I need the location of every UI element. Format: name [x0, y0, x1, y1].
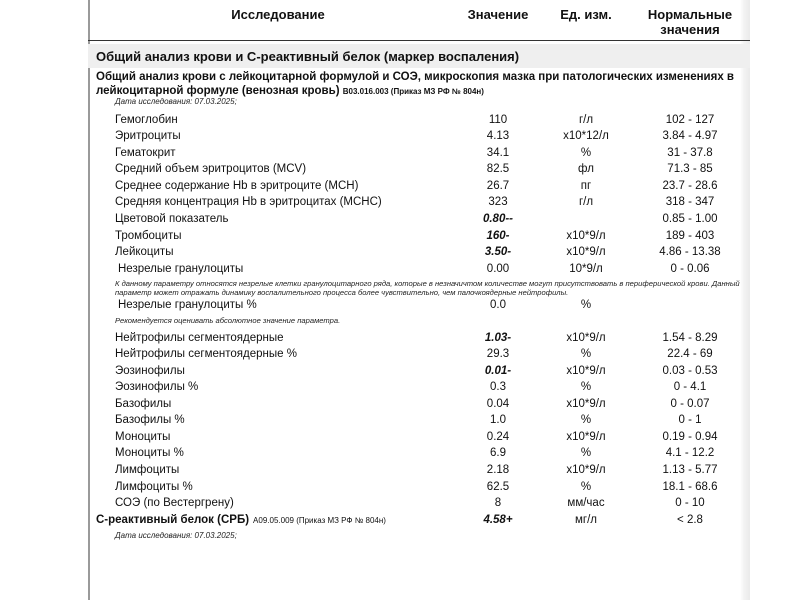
row-unit: х10*9/л	[566, 332, 606, 344]
section-band	[88, 44, 750, 68]
table-row	[88, 430, 750, 446]
table-row	[88, 347, 750, 363]
table-row	[88, 463, 750, 479]
row-range: 1.13 - 5.77	[662, 464, 718, 476]
row-range: 0 - 1	[678, 414, 702, 426]
table-row	[88, 364, 750, 380]
header-divider	[88, 40, 750, 41]
row-value: 0.0	[490, 299, 506, 311]
row-unit: %	[580, 147, 592, 159]
row-unit: %	[580, 348, 592, 360]
table-row	[88, 480, 750, 496]
row-unit: х10*9/л	[566, 365, 606, 377]
row-value: 62.5	[486, 481, 510, 493]
table-row	[88, 179, 750, 195]
crb-study-date: Дата исследования: 07.03.2025;	[115, 531, 237, 540]
row-range: 0 - 0.06	[670, 263, 710, 275]
row-value: 29.3	[486, 348, 510, 360]
row-unit: %	[580, 447, 592, 459]
table-row	[88, 195, 750, 211]
row-range: 3.84 - 4.97	[662, 130, 718, 142]
row-range: 0 - 0.07	[670, 398, 710, 410]
row-unit: г/л	[578, 196, 594, 208]
row-name: Средний объем эритроцитов (MCV)	[115, 163, 307, 175]
row-range: 31 - 37.8	[667, 147, 713, 159]
table-row	[88, 380, 750, 396]
row-value: 0.3	[490, 381, 506, 393]
table-row	[88, 496, 750, 512]
row-range: 102 - 127	[665, 114, 715, 126]
row-value: 160-	[486, 230, 510, 242]
row-unit: 10*9/л	[569, 263, 603, 275]
row-unit: %	[580, 299, 592, 311]
row-name: Цветовой показатель	[115, 213, 229, 225]
table-row	[88, 331, 750, 347]
table-header	[88, 0, 750, 40]
row-range: 71.3 - 85	[667, 163, 713, 175]
header-value: Значение	[467, 7, 529, 22]
row-name: Незрелые гранулоциты %	[118, 299, 257, 311]
row-name: Лейкоциты	[115, 246, 174, 258]
row-range: 4.1 - 12.2	[665, 447, 715, 459]
row-name: Эозинофилы %	[115, 381, 199, 393]
row-range: 22.4 - 69	[667, 348, 713, 360]
row-value: 26.7	[486, 180, 510, 192]
row-unit: х10*9/л	[566, 398, 606, 410]
row-range: 189 - 403	[665, 230, 715, 242]
row-range: 0 - 4.1	[673, 381, 707, 393]
crb-name: С-реактивный белок (СРБ)	[96, 514, 250, 526]
row-unit: г/л	[578, 114, 594, 126]
table-row	[88, 162, 750, 178]
row-range: 0.85 - 1.00	[662, 213, 718, 225]
row-name: Базофилы %	[115, 414, 185, 426]
row-value: 82.5	[486, 163, 510, 175]
row-unit: х10*9/л	[566, 246, 606, 258]
row-range: 0.19 - 0.94	[662, 431, 718, 443]
row-value: 4.13	[486, 130, 510, 142]
row-range: 0.03 - 0.53	[662, 365, 718, 377]
test-group-name: Общий анализ крови с лейкоцитарной формулой и СОЭ, микроскопия мазка при патологических изменениях в лейкоцитарной формуле (венозная кровь)	[96, 71, 734, 97]
row-unit: пг	[580, 180, 592, 192]
note-percent: Рекомендуется оценивать абсолютное значение параметра.	[115, 316, 341, 325]
row-name: Базофилы	[115, 398, 172, 410]
row-value: 0.00	[486, 263, 510, 275]
row-range: 18.1 - 68.6	[662, 481, 718, 493]
row-name: Средняя концентрация Hb в эритроцитах (MCHC)	[115, 196, 382, 208]
row-value: 2.18	[486, 464, 510, 476]
row-range: 23.7 - 28.6	[662, 180, 718, 192]
header-test: Исследование	[231, 7, 325, 22]
row-unit: х10*9/л	[566, 431, 606, 443]
row-value: 8	[494, 497, 502, 509]
row-range: 1.54 - 8.29	[662, 332, 718, 344]
test-group-code: B03.016.003 (Приказ МЗ РФ № 804н)	[342, 87, 484, 96]
table-row	[88, 245, 750, 261]
row-name: Лимфоциты %	[115, 481, 193, 493]
row-unit: х10*9/л	[566, 230, 606, 242]
table-row	[88, 113, 750, 129]
row-value: 110	[488, 114, 508, 126]
row-name: Незрелые гранулоциты	[118, 263, 244, 275]
row-name: Среднее содержание Hb в эритроците (MCH)	[115, 180, 359, 192]
row-unit: %	[580, 381, 592, 393]
table-row-crb	[88, 513, 750, 529]
row-value: 0.01-	[484, 365, 512, 377]
table-row	[88, 298, 750, 314]
table-row	[88, 397, 750, 413]
row-name: Лимфоциты	[115, 464, 180, 476]
row-unit: х10*12/л	[563, 130, 609, 142]
header-unit: Ед. изм.	[560, 7, 612, 22]
row-value: 1.0	[490, 414, 506, 426]
row-name: Нейтрофилы сегментоядерные	[115, 332, 284, 344]
row-unit: %	[580, 414, 592, 426]
crb-value: 4.58+	[483, 514, 513, 526]
note-immature-granulocytes: К данному параметру относятся незрелые клетки гранулоцитарного ряда, которые в незначичтом количестве могут присутствовать в периферической крови. Данный параметр может отражать динамику воспалительного процесса более чувствительно, чем палочкоядерные нейтрофилы.	[115, 279, 740, 297]
row-value: 6.9	[490, 447, 506, 459]
row-unit: %	[580, 481, 592, 493]
row-unit: мм/час	[567, 497, 605, 509]
row-value: 34.1	[486, 147, 510, 159]
section-title: Общий анализ крови и С-реактивный белок (маркер воспаления)	[96, 49, 520, 64]
row-unit: фл	[578, 163, 594, 175]
row-value: 0.04	[486, 398, 510, 410]
row-range: 4.86 - 13.38	[659, 246, 721, 258]
row-name: Гематокрит	[115, 147, 176, 159]
row-name: Тромбоциты	[115, 230, 182, 242]
table-row	[88, 262, 750, 278]
row-value: 0.80--	[482, 213, 514, 225]
row-value: 0.24	[486, 431, 510, 443]
row-range: 318 - 347	[665, 196, 715, 208]
row-value: 3.50-	[484, 246, 512, 258]
row-name: Моноциты %	[115, 447, 184, 459]
table-row	[88, 129, 750, 145]
row-value: 1.03-	[484, 332, 512, 344]
row-name: Моноциты	[115, 431, 171, 443]
report-sheet	[88, 0, 750, 600]
row-range: 0 - 10	[675, 497, 705, 509]
row-value: 323	[488, 196, 508, 208]
header-range: Нормальные значения	[647, 7, 733, 37]
crb-range: < 2.8	[677, 514, 703, 526]
crb-code: А09.05.009 (Приказ МЗ РФ № 804н)	[253, 516, 386, 525]
crb-unit: мг/л	[574, 514, 597, 526]
table-row	[88, 446, 750, 462]
row-name: Эритроциты	[115, 130, 181, 142]
row-name: Эозинофилы	[115, 365, 185, 377]
table-row	[88, 413, 750, 429]
test-group-title	[96, 70, 746, 99]
study-date: Дата исследования: 07.03.2025;	[115, 97, 237, 106]
table-row	[88, 212, 750, 228]
row-name: СОЭ (по Вестергрену)	[115, 497, 234, 509]
row-unit: х10*9/л	[566, 464, 606, 476]
table-row	[88, 146, 750, 162]
row-name: Нейтрофилы сегментоядерные %	[115, 348, 297, 360]
table-row	[88, 229, 750, 245]
row-name: Гемоглобин	[115, 114, 178, 126]
